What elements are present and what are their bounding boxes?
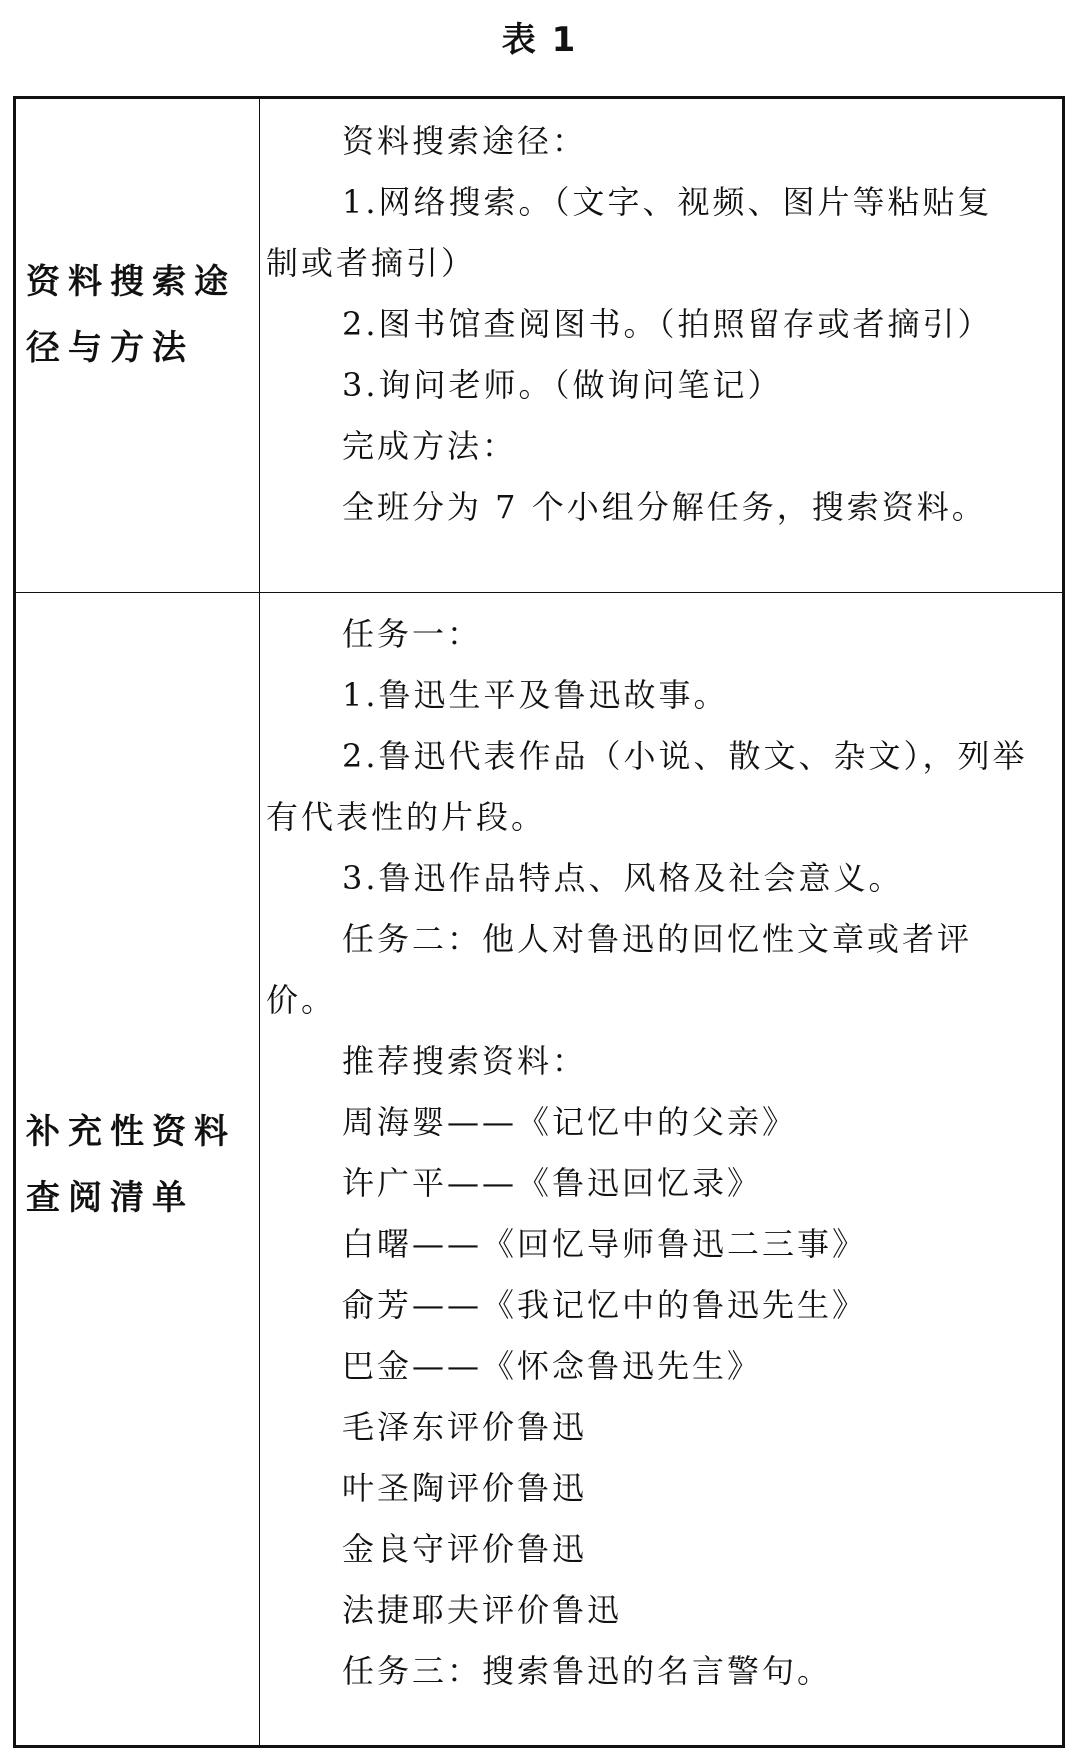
row-content-search-methods: [266, 111, 1066, 538]
table-title: 表 1: [501, 20, 578, 60]
content-line: 俞芳——《我记忆中的鲁迅先生》: [342, 1286, 868, 1324]
content-line: 推荐搜索资料：: [342, 1042, 588, 1080]
content-line: 价。: [266, 981, 337, 1019]
resource-table: [13, 96, 1065, 1748]
content-line: 1.网络搜索。（文字、视频、图片等粘贴复: [342, 183, 993, 221]
content-line: 3.鲁迅作品特点、风格及社会意义。: [342, 859, 904, 897]
content-line: 有代表性的片段。: [266, 798, 547, 836]
content-line: 金良守评价鲁迅: [342, 1530, 588, 1568]
row-divider: [16, 592, 1062, 593]
content-line: 完成方法：: [342, 427, 518, 465]
content-line: 2.鲁迅代表作品（小说、散文、杂文），列举: [342, 737, 1028, 775]
content-line: 许广平——《鲁迅回忆录》: [342, 1164, 763, 1202]
row-label-reference-list: [26, 1099, 251, 1231]
label-line: 查阅清单: [26, 1178, 194, 1218]
content-line: 法捷耶夫评价鲁迅: [342, 1591, 623, 1629]
content-line: 2.图书馆查阅图书。（拍照留存或者摘引）: [342, 305, 993, 343]
content-line: 全班分为 7 个小组分解任务，搜索资料。: [342, 488, 987, 526]
content-line: 制或者摘引）: [266, 244, 477, 282]
content-line: 白曙——《回忆导师鲁迅二三事》: [342, 1225, 868, 1263]
label-line: 补充性资料: [26, 1112, 236, 1152]
content-line: 1.鲁迅生平及鲁迅故事。: [342, 676, 729, 714]
label-line: 资料搜索途: [26, 262, 236, 302]
content-line: 周海婴——《记忆中的父亲》: [342, 1103, 798, 1141]
content-line: 巴金——《怀念鲁迅先生》: [342, 1347, 763, 1385]
row-label-search-methods: [26, 249, 251, 381]
content-line: 任务三：搜索鲁迅的名言警句。: [342, 1652, 833, 1690]
content-line: 叶圣陶评价鲁迅: [342, 1469, 588, 1507]
content-line: 毛泽东评价鲁迅: [342, 1408, 588, 1446]
row-content-reference-list: [266, 604, 1066, 1702]
column-divider: [259, 99, 260, 1745]
label-line: 径与方法: [26, 328, 194, 368]
content-line: 资料搜索途径：: [342, 122, 588, 160]
content-line: 任务一：: [342, 615, 483, 653]
content-line: 任务二：他人对鲁迅的回忆性文章或者评: [342, 920, 973, 958]
content-line: 3.询问老师。（做询问笔记）: [342, 366, 783, 404]
